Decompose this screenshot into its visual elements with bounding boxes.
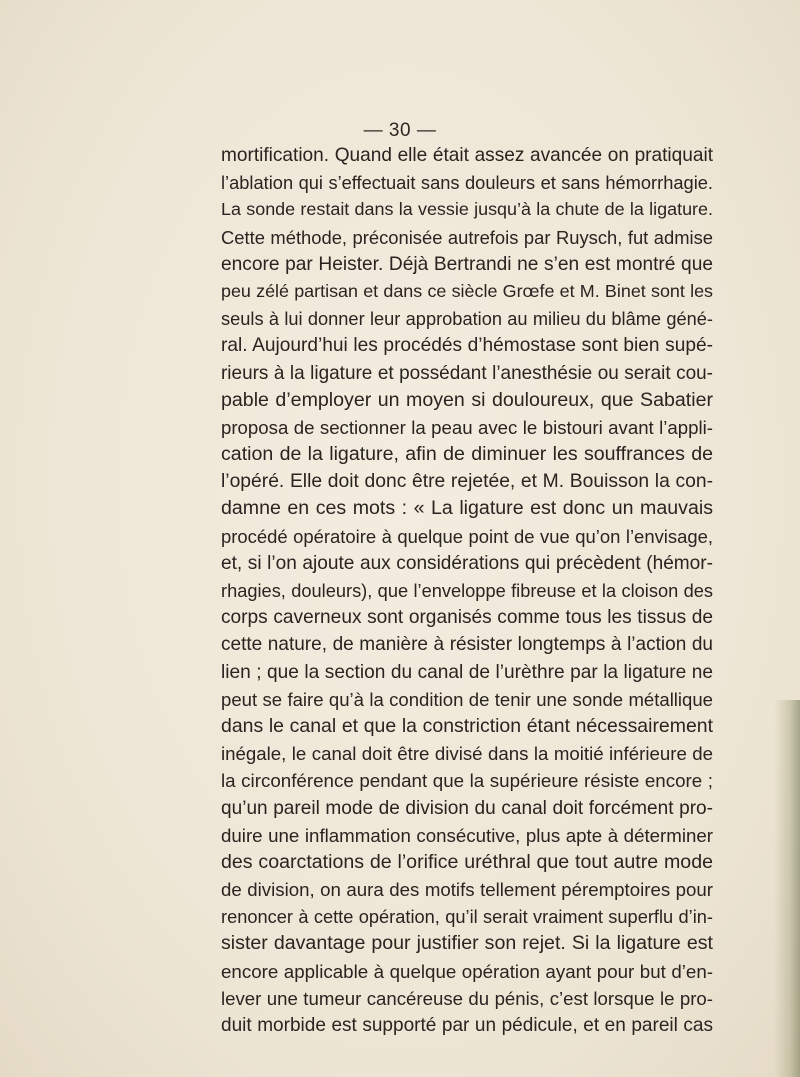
text-line: l’ablation qui s’effectuait sans douleurs et sans hémorrhagie. <box>221 172 713 194</box>
text-line: des coarctations de l’orifice uréthral que tout autre mode <box>221 850 713 873</box>
text-line: peu zélé partisan et dans ce siècle Grœfe et M. Binet sont les <box>221 280 713 301</box>
text-line: pable d’employer un moyen si douloureux, que Sabatier <box>221 388 713 411</box>
text-line: cation de la ligature, afin de diminuer les souffrances de <box>221 443 713 466</box>
page-edge-shadow <box>774 700 800 1077</box>
text-line: ral. Aujourd’hui les procédés d’hémostase sont bien supé- <box>221 335 713 357</box>
body-text <box>221 142 713 1039</box>
text-line: damne en ces mots : « La ligature est donc un mauvais <box>221 497 713 520</box>
text-line: sister davantage pour justifier son rejet. Si la ligature est <box>221 932 713 955</box>
text-line: encore applicable à quelque opération ayant pour but d’en- <box>221 960 713 982</box>
text-line: rhagies, douleurs), que l’enveloppe fibreuse et la cloison des <box>221 580 713 601</box>
text-line: peut se faire qu’à la condition de tenir une sonde métallique <box>221 688 713 710</box>
text-line: de division, on aura des motifs tellement péremptoires pour <box>221 879 713 901</box>
text-line: seuls à lui donner leur approbation au milieu du blâme géné- <box>221 308 713 330</box>
page-number: — 30 — <box>363 120 437 141</box>
text-line: l’opéré. Elle doit donc être rejetée, et M. Bouisson la con- <box>221 471 713 493</box>
text-line: duire une inflammation consécutive, plus apte à déterminer <box>221 824 713 846</box>
text-line: La sonde restait dans la vessie jusqu’à la chute de la ligature. <box>221 199 713 220</box>
text-line: lever une tumeur cancéreuse du pénis, c’est lorsque le pro- <box>221 987 713 1009</box>
text-line: inégale, le canal doit être divisé dans la moitié inférieure de <box>221 743 713 765</box>
text-line: Cette méthode, préconisée autrefois par Ruysch, fut admise <box>221 226 713 248</box>
text-line: la circonférence pendant que la supérieure résiste encore ; <box>221 770 713 792</box>
text-line: et, si l’on ajoute aux considérations qui précèdent (hémor- <box>221 552 713 574</box>
text-line: dans le canal et que la constriction étant nécessairement <box>221 714 713 737</box>
text-line: qu’un pareil mode de division du canal doit forcément pro- <box>221 797 713 819</box>
text-line: lien ; que la section du canal de l’urèthre par la ligature ne <box>221 661 713 683</box>
text-line: procédé opératoire à quelque point de vue qu’on l’envisage, <box>221 525 713 547</box>
text-line: rieurs à la ligature et possédant l’anesthésie ou serait cou- <box>221 362 713 384</box>
text-line: corps caverneux sont organisés comme tous les tissus de <box>221 607 713 629</box>
text-line: duit morbide est supporté par un pédicule, et en pareil cas <box>221 1015 713 1036</box>
text-line: proposa de sectionner la peau avec le bistouri avant l’appli- <box>221 416 713 438</box>
text-line: cette nature, de manière à résister longtemps à l’action du <box>221 634 713 656</box>
text-line: mortification. Quand elle était assez avancée on pratiquait <box>221 145 713 166</box>
text-line: encore par Heister. Déjà Bertrandi ne s’en est montré que <box>221 253 713 275</box>
text-line: renoncer à cette opération, qu’il serait vraiment superflu d’in- <box>221 906 713 928</box>
